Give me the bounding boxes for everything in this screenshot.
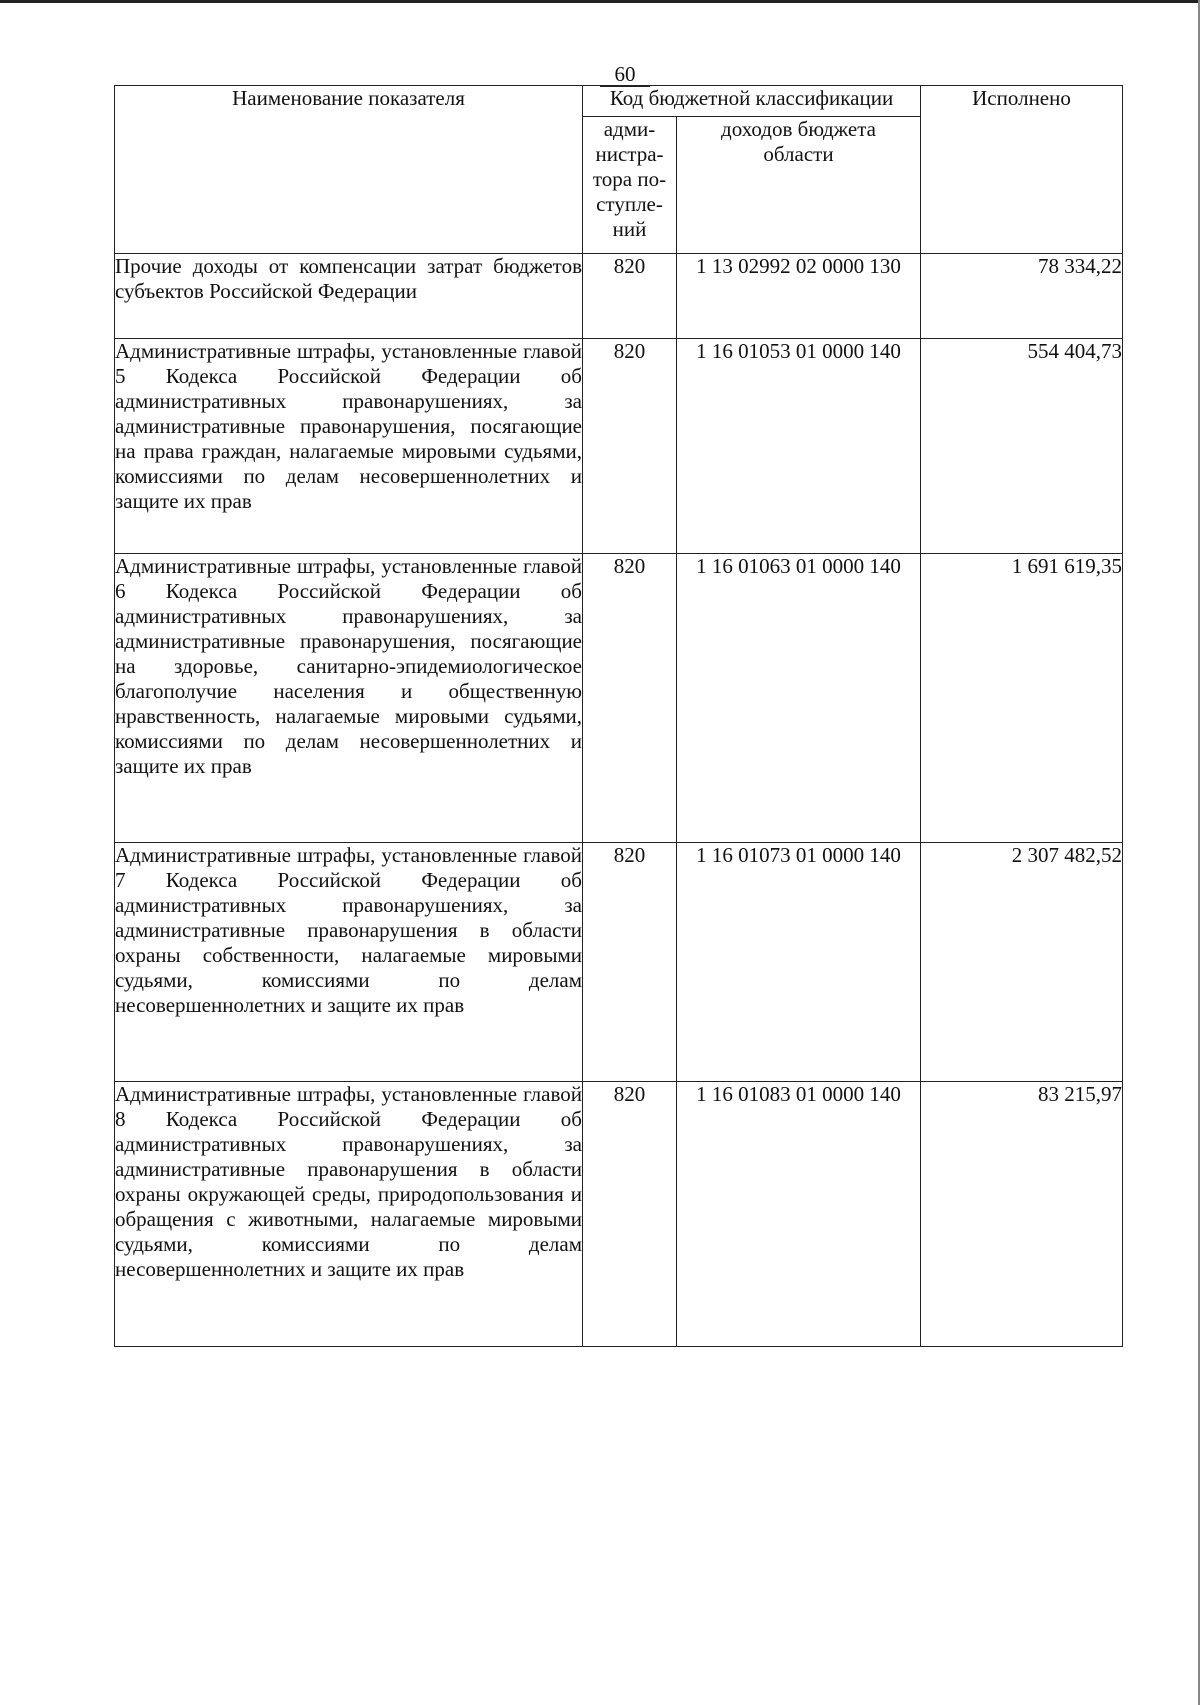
row-name-text: Административные штрафы, установленные главой 5 Кодекса Российской Федерации об административных правонарушениях, за административные правонарушения, посягающие на права граждан, налагаемые мировыми судьями, комиссиями по делам несовершеннолетних и защите их прав (115, 339, 582, 513)
table-row (115, 1082, 1123, 1347)
budget-table (114, 85, 1123, 1347)
row-name-text: Административные штрафы, установленные главой 7 Кодекса Российской Федерации об административных правонарушениях, за административные правонарушения в области охраны собственности, налагаемые мировыми судьями, комиссиями по делам несовершеннолетних и защите их прав (115, 843, 582, 1017)
scan-top-edge (0, 0, 1200, 3)
row-executed: 78 334,22 (921, 254, 1123, 339)
row-executed: 554 404,73 (921, 339, 1123, 554)
row-name-text: Прочие доходы от компенсации затрат бюджетов субъектов Российской Федерации (115, 254, 582, 303)
row-admin-code: 820 (583, 254, 677, 339)
page-number: 60 (600, 62, 650, 87)
header-name: Наименование показателя (115, 86, 583, 254)
table-row (115, 339, 1123, 554)
row-executed: 2 307 482,52 (921, 843, 1123, 1082)
row-name (115, 843, 583, 1082)
row-admin-code: 820 (583, 339, 677, 554)
row-name (115, 254, 583, 339)
row-name-text: Административные штрафы, установленные главой 8 Кодекса Российской Федерации об административных правонарушениях, за административные правонарушения в области охраны окружающей среды, природопользования и обращения с животными, налагаемые мировыми судьями, комиссиями по делам несовершеннолетних и защите их прав (115, 1082, 582, 1281)
row-budget-code: 1 13 02992 02 0000 130 (677, 254, 921, 339)
table-row (115, 554, 1123, 843)
table-row (115, 254, 1123, 339)
row-name-text: Административные штрафы, установленные главой 6 Кодекса Российской Федерации об административных правонарушениях, за административные правонарушения, посягающие на здоровье, санитарно-эпидемиологическое благополучие населения и общественную нравственность, налагаемые мировыми судьями, комиссиями по делам несовершеннолетних и защите их прав (115, 554, 582, 778)
header-admin-cell (583, 117, 677, 254)
row-admin-code: 820 (583, 843, 677, 1082)
table-row (115, 843, 1123, 1082)
header-row-1 (115, 86, 1123, 117)
row-budget-code: 1 16 01083 01 0000 140 (677, 1082, 921, 1347)
row-executed: 83 215,97 (921, 1082, 1123, 1347)
header-income-cell (677, 117, 921, 254)
row-budget-code: 1 16 01063 01 0000 140 (677, 554, 921, 843)
row-name (115, 554, 583, 843)
row-name (115, 1082, 583, 1347)
row-name (115, 339, 583, 554)
row-budget-code: 1 16 01053 01 0000 140 (677, 339, 921, 554)
header-admin: адми-нистра-тора по-ступле-ний (592, 117, 667, 241)
header-code-group: Код бюджетной классификации (583, 86, 921, 117)
row-budget-code: 1 16 01073 01 0000 140 (677, 843, 921, 1082)
row-admin-code: 820 (583, 1082, 677, 1347)
row-executed: 1 691 619,35 (921, 554, 1123, 843)
header-executed: Исполнено (921, 86, 1123, 254)
header-income: доходов бюджета области (721, 117, 876, 166)
row-admin-code: 820 (583, 554, 677, 843)
